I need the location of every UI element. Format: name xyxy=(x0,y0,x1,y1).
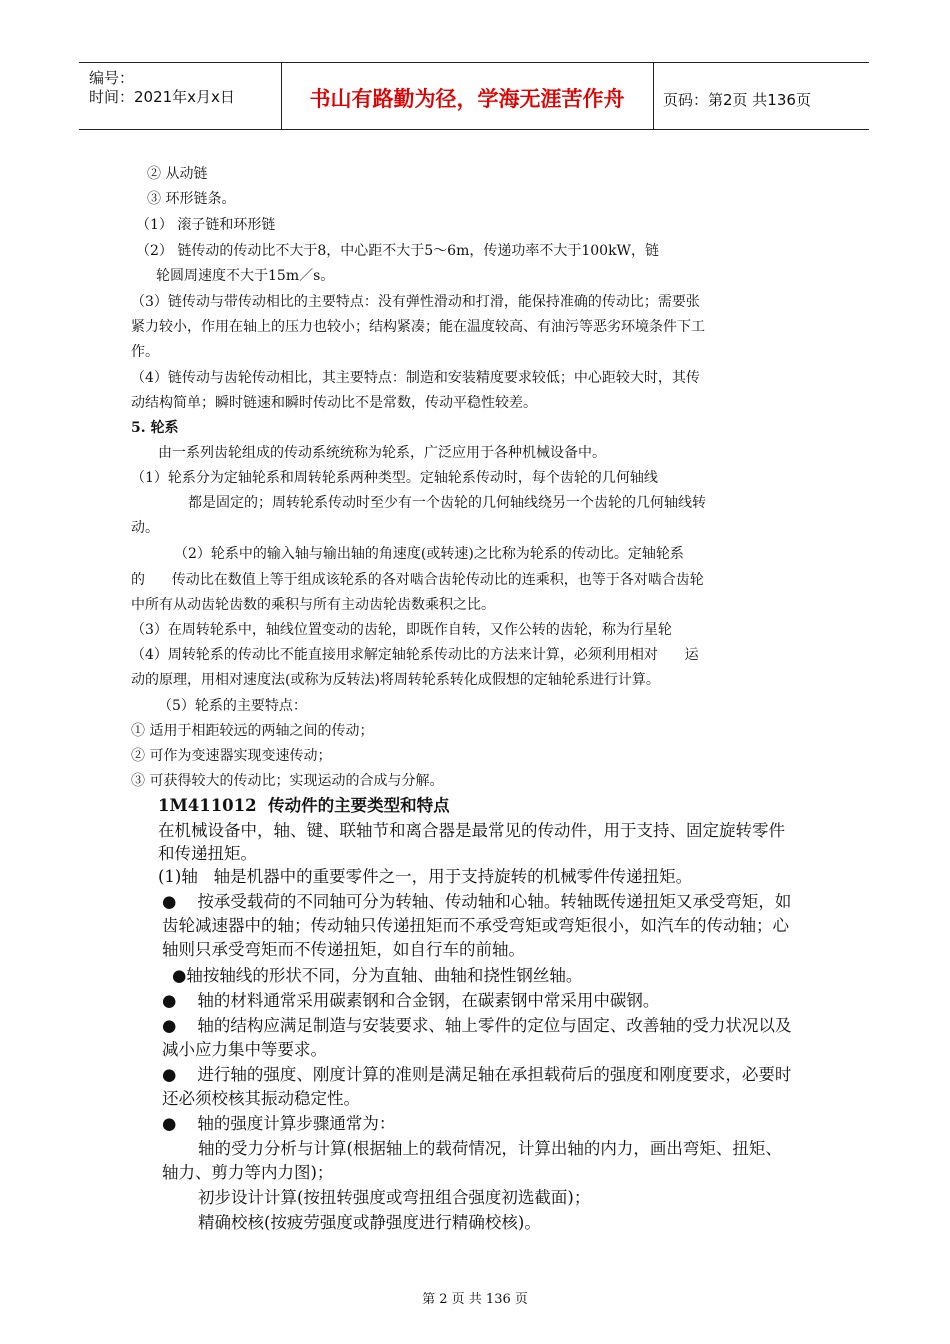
body-line: 轮圆周速度不大于15m／s。 xyxy=(156,268,335,284)
bullet-line: ● 进行轴的强度、刚度计算的准则是满足轴在承担载荷后的强度和刚度要求，必要时 xyxy=(162,1065,792,1084)
body-line: 都是固定的；周转轮系传动时至少有一个齿轮的几何轴线绕另一个齿轮的几何轴线转 xyxy=(188,495,706,511)
body-line: 由一系列齿轮组成的传动系统统称为轮系，广泛应用于各种机械设备中。 xyxy=(158,445,606,461)
body-line: (1)轴 轴是机器中的重要零件之一，用于支持旋转的机械零件传递扭矩。 xyxy=(158,867,693,886)
body-line: 精确校核(按疲劳强度或静强度进行精确校核)。 xyxy=(198,1213,541,1232)
body-line: （1）轮系分为定轴轮系和周转轮系两种类型。定轴轮系传动时，每个齿轮的几何轴线 xyxy=(131,470,658,486)
body-line: （4）链传动与齿轮传动相比，其主要特点：制造和安装精度要求较低；中心距较大时，其传 xyxy=(131,370,700,386)
body-line: （5）轮系的主要特点： xyxy=(158,698,307,714)
body-line: 中所有从动齿轮齿数的乘积与所有主动齿轮齿数乘积之比。 xyxy=(131,597,495,613)
body-line: 动。 xyxy=(131,520,159,536)
body-line: 动结构简单；瞬时链速和瞬时传动比不是常数，传动平稳性较差。 xyxy=(131,395,537,411)
body-line: （4）周转轮系的传动比不能直接用求解定轴轮系传动比的方法来计算，必须利用相对 运 xyxy=(131,647,699,663)
body-line: 减小应力集中等要求。 xyxy=(162,1040,327,1059)
body-line: ② 从动链 xyxy=(147,166,208,182)
page-header xyxy=(79,62,869,130)
header-motto: 书山有路勤为径，学海无涯苦作舟 xyxy=(309,87,625,111)
bullet-line: ● 轴的材料通常采用碳素钢和合金钢，在碳素钢中常采用中碳钢。 xyxy=(162,991,660,1010)
document-time-label: 时间：2021年x月x日 xyxy=(89,88,235,106)
body-line: （3）链传动与带传动相比的主要特点：没有弹性滑动和打滑，能保持准确的传动比；需要张 xyxy=(131,294,700,310)
subsection-heading: 1M411012 传动件的主要类型和特点 xyxy=(158,796,450,815)
bullet-line: ● 轴的强度计算步骤通常为： xyxy=(162,1114,396,1133)
bullet-line: ● 按承受载荷的不同轴可分为转轴、传动轴和心轴。转轴既传递扭矩又承受弯矩，如 xyxy=(162,892,792,911)
body-line: （2） 链传动的传动比不大于8，中心距不大于5～6m，传递功率不大于100kW，链 xyxy=(136,243,659,259)
body-line: 轴的受力分析与计算(根据轴上的载荷情况，计算出轴的内力，画出弯矩、扭矩、 xyxy=(198,1139,782,1158)
body-line: （3）在周转轮系中，轴线位置变动的齿轮，即既作自转，又作公转的齿轮，称为行星轮 xyxy=(131,622,672,638)
body-line: 初步设计计算(按扭转强度或弯扭组合强度初选截面)； xyxy=(198,1188,591,1207)
body-line: 紧力较小，作用在轴上的压力也较小；结构紧凑；能在温度较高、有油污等恶劣环境条件下工 xyxy=(131,319,705,335)
body-line: 和传递扭矩。 xyxy=(158,844,257,863)
body-line: ① 适用于相距较远的两轴之间的传动； xyxy=(131,723,374,739)
section-heading: 5. 轮系 xyxy=(131,420,179,436)
body-line: 齿轮减速器中的轴；传动轴只传递扭矩而不承受弯矩或弯矩很小，如汽车的传动轴；心 xyxy=(162,916,789,935)
body-line: ③ 环形链条。 xyxy=(147,191,236,207)
body-line: （2）轮系中的输入轴与输出轴的角速度(或转速)之比称为轮系的传动比。定轴轮系 xyxy=(174,546,684,562)
body-line: 还必须校核其振动稳定性。 xyxy=(162,1089,360,1108)
header-page-info: 页码：第2页 共136页 xyxy=(663,91,811,109)
body-line: 作。 xyxy=(131,344,159,360)
body-line: 轴则只承受弯矩而不传递扭矩，如自行车的前轴。 xyxy=(162,940,525,959)
body-line: 轴力、剪力等内力图)； xyxy=(162,1163,334,1182)
body-line: 的 传动比在数值上等于组成该轮系的各对啮合齿轮传动比的连乘积，也等于各对啮合齿轮 xyxy=(131,572,704,588)
header-meta-cell xyxy=(79,63,282,129)
bullet-line: ●轴按轴线的形状不同，分为直轴、曲轴和挠性钢丝轴。 xyxy=(172,966,583,985)
page-footer: 第 2 页 共 136 页 xyxy=(422,1292,528,1307)
header-page-cell xyxy=(653,63,869,129)
bullet-line: ● 轴的结构应满足制造与安装要求、轴上零件的定位与固定、改善轴的受力状况以及 xyxy=(162,1016,792,1035)
body-line: ② 可作为变速器实现变速传动； xyxy=(131,748,332,764)
document-number-label: 编号： xyxy=(89,69,135,87)
body-line: ③ 可获得较大的传动比；实现运动的合成与分解。 xyxy=(131,773,444,789)
body-line: （1） 滚子链和环形链 xyxy=(136,217,276,233)
body-line: 在机械设备中，轴、键、联轴节和离合器是最常见的传动件，用于支持、固定旋转零件 xyxy=(158,821,785,840)
body-line: 动的原理，用相对速度法(或称为反转法)将周转轮系转化成假想的定轴轮系进行计算。 xyxy=(131,672,660,688)
header-motto-cell xyxy=(281,63,654,129)
